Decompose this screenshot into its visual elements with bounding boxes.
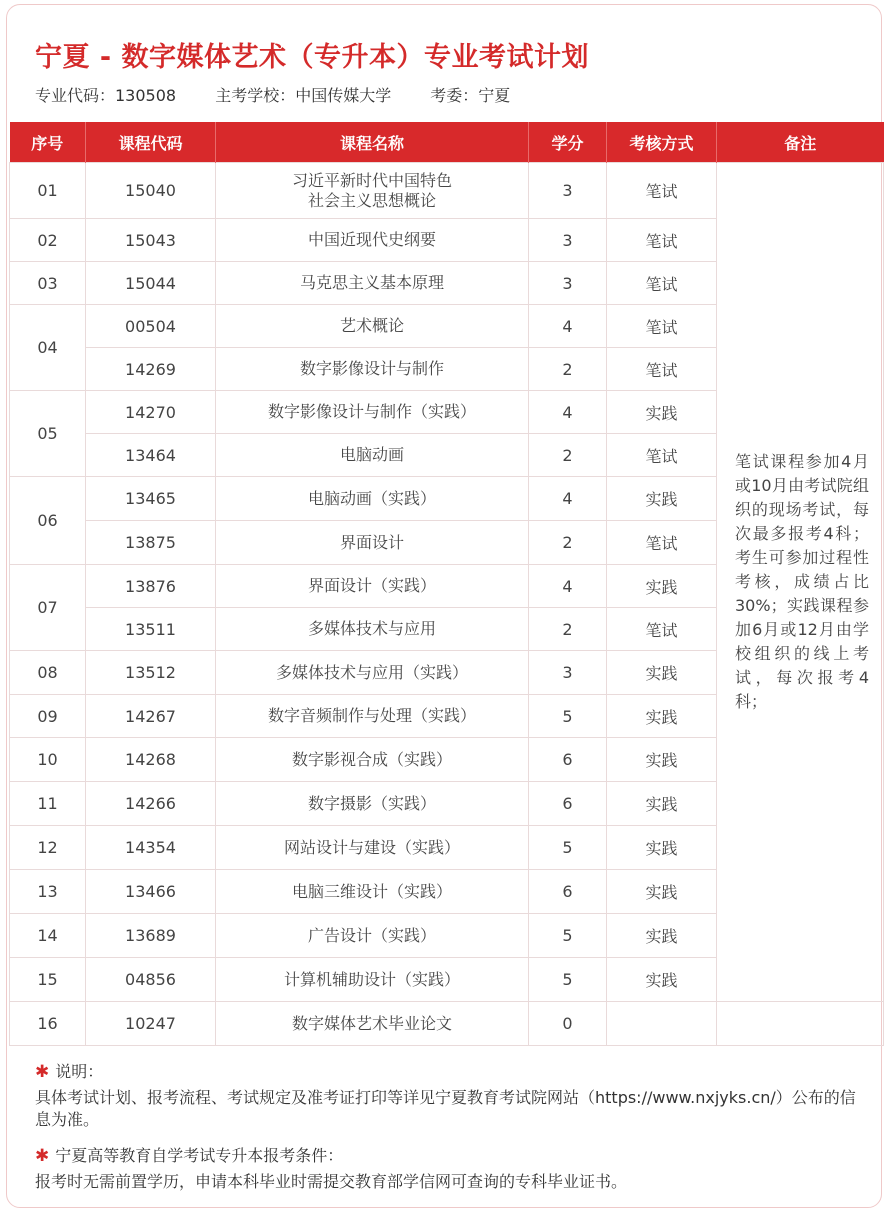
condition-block	[35, 1145, 865, 1193]
cell-code: 15043	[86, 219, 216, 262]
cell-name: 界面设计	[216, 521, 529, 565]
cell-method: 笔试	[607, 305, 717, 348]
explain-block	[35, 1061, 865, 1131]
cell-method: 实践	[607, 958, 717, 1002]
cell-code: 10247	[86, 1002, 216, 1046]
col-header-name: 课程名称	[216, 122, 529, 163]
cell-name: 多媒体技术与应用（实践）	[216, 651, 529, 695]
col-header-no: 序号	[10, 122, 86, 163]
cell-name: 广告设计（实践）	[216, 914, 529, 958]
cell-credit: 2	[529, 608, 607, 651]
exam-plan-table	[9, 122, 884, 1046]
cell-code: 13689	[86, 914, 216, 958]
cell-name: 界面设计（实践）	[216, 565, 529, 608]
cell-method: 笔试	[607, 348, 717, 391]
cell-code: 13466	[86, 870, 216, 914]
cell-code: 14354	[86, 826, 216, 870]
cell-credit: 5	[529, 914, 607, 958]
cell-no: 07	[10, 565, 86, 651]
cell-name: 数字媒体艺术毕业论文	[216, 1002, 529, 1046]
cell-credit: 3	[529, 219, 607, 262]
cell-name: 电脑动画（实践）	[216, 477, 529, 521]
cell-credit: 5	[529, 695, 607, 738]
exam-committee: 考委：宁夏	[430, 86, 511, 105]
cell-credit: 6	[529, 870, 607, 914]
cell-no: 08	[10, 651, 86, 695]
cell-method: 实践	[607, 870, 717, 914]
cell-code: 14267	[86, 695, 216, 738]
condition-title: 宁夏高等教育自学考试专升本报考条件：	[55, 1146, 344, 1165]
cell-credit: 4	[529, 477, 607, 521]
cell-credit: 0	[529, 1002, 607, 1046]
col-header-credit: 学分	[529, 122, 607, 163]
cell-name: 马克思主义基本原理	[216, 262, 529, 305]
cell-code: 13465	[86, 477, 216, 521]
table-header-row	[10, 122, 884, 163]
cell-no: 09	[10, 695, 86, 738]
asterisk-icon: ✱	[35, 1146, 50, 1166]
col-header-method: 考核方式	[607, 122, 717, 163]
cell-remark: 笔试课程参加4月或10月由考试院组织的现场考试，每次最多报考4科；考生可参加过程性考核，成绩占比30%；实践课程参加6月或12月由学校组织的线上考试，每次报考4科；	[717, 163, 884, 1002]
cell-code: 13512	[86, 651, 216, 695]
condition-text: 报考时无需前置学历，申请本科毕业时需提交教育部学信网可查询的专科毕业证书。	[35, 1172, 628, 1191]
cell-no: 10	[10, 738, 86, 782]
cell-name: 数字影视合成（实践）	[216, 738, 529, 782]
main-school: 主考学校：中国传媒大学	[215, 86, 392, 105]
cell-method: 实践	[607, 695, 717, 738]
cell-method: 实践	[607, 477, 717, 521]
cell-credit: 5	[529, 958, 607, 1002]
explain-title: 说明：	[55, 1062, 104, 1081]
table-row	[10, 1002, 884, 1046]
cell-credit: 3	[529, 262, 607, 305]
cell-name: 多媒体技术与应用	[216, 608, 529, 651]
cell-credit: 3	[529, 163, 607, 219]
cell-name: 计算机辅助设计（实践）	[216, 958, 529, 1002]
asterisk-icon: ✱	[35, 1062, 50, 1082]
cell-name: 中国近现代史纲要	[216, 219, 529, 262]
cell-code: 14266	[86, 782, 216, 826]
cell-name: 数字影像设计与制作	[216, 348, 529, 391]
cell-method: 实践	[607, 391, 717, 434]
cell-code: 13464	[86, 434, 216, 477]
cell-name: 电脑三维设计（实践）	[216, 870, 529, 914]
cell-no: 12	[10, 826, 86, 870]
cell-code: 15044	[86, 262, 216, 305]
cell-credit: 4	[529, 565, 607, 608]
cell-code: 13875	[86, 521, 216, 565]
cell-remark-empty	[717, 1002, 884, 1046]
cell-method: 实践	[607, 565, 717, 608]
cell-code: 13511	[86, 608, 216, 651]
cell-no: 03	[10, 262, 86, 305]
cell-method: 笔试	[607, 219, 717, 262]
cell-credit: 2	[529, 521, 607, 565]
cell-method: 实践	[607, 738, 717, 782]
cell-method: 笔试	[607, 521, 717, 565]
cell-code: 14268	[86, 738, 216, 782]
cell-code: 14269	[86, 348, 216, 391]
cell-name: 数字摄影（实践）	[216, 782, 529, 826]
cell-method: 笔试	[607, 262, 717, 305]
cell-method: 笔试	[607, 608, 717, 651]
cell-no: 16	[10, 1002, 86, 1046]
cell-method: 笔试	[607, 163, 717, 219]
cell-method: 实践	[607, 651, 717, 695]
cell-name: 网站设计与建设（实践）	[216, 826, 529, 870]
explain-text: 具体考试计划、报考流程、考试规定及准考证打印等详见宁夏教育考试院网站（https://www.nxjyks.cn/）公布的信息为准。	[35, 1088, 856, 1129]
cell-method	[607, 1002, 717, 1046]
cell-credit: 6	[529, 738, 607, 782]
cell-method: 实践	[607, 914, 717, 958]
major-meta	[35, 83, 544, 106]
cell-no: 01	[10, 163, 86, 219]
cell-code: 14270	[86, 391, 216, 434]
cell-no: 15	[10, 958, 86, 1002]
col-header-remark: 备注	[717, 122, 884, 163]
cell-code: 15040	[86, 163, 216, 219]
cell-code: 04856	[86, 958, 216, 1002]
page-title: 宁夏 - 数字媒体艺术（专升本）专业考试计划	[35, 42, 590, 73]
cell-credit: 2	[529, 434, 607, 477]
cell-credit: 3	[529, 651, 607, 695]
cell-credit: 6	[529, 782, 607, 826]
cell-no: 04	[10, 305, 86, 391]
cell-name: 数字影像设计与制作（实践）	[216, 391, 529, 434]
cell-no: 13	[10, 870, 86, 914]
cell-credit: 4	[529, 391, 607, 434]
cell-method: 实践	[607, 826, 717, 870]
cell-method: 笔试	[607, 434, 717, 477]
cell-credit: 4	[529, 305, 607, 348]
cell-method: 实践	[607, 782, 717, 826]
col-header-code: 课程代码	[86, 122, 216, 163]
cell-credit: 5	[529, 826, 607, 870]
cell-name: 艺术概论	[216, 305, 529, 348]
cell-code: 00504	[86, 305, 216, 348]
cell-no: 05	[10, 391, 86, 477]
table-body	[10, 163, 884, 1046]
cell-name: 数字音频制作与处理（实践）	[216, 695, 529, 738]
cell-no: 11	[10, 782, 86, 826]
table-row	[10, 163, 884, 219]
cell-name: 习近平新时代中国特色 社会主义思想概论	[216, 163, 529, 219]
cell-name: 电脑动画	[216, 434, 529, 477]
cell-no: 06	[10, 477, 86, 565]
major-code: 专业代码：130508	[35, 86, 177, 105]
cell-no: 02	[10, 219, 86, 262]
cell-credit: 2	[529, 348, 607, 391]
cell-no: 14	[10, 914, 86, 958]
cell-code: 13876	[86, 565, 216, 608]
notes-section	[35, 1061, 865, 1207]
